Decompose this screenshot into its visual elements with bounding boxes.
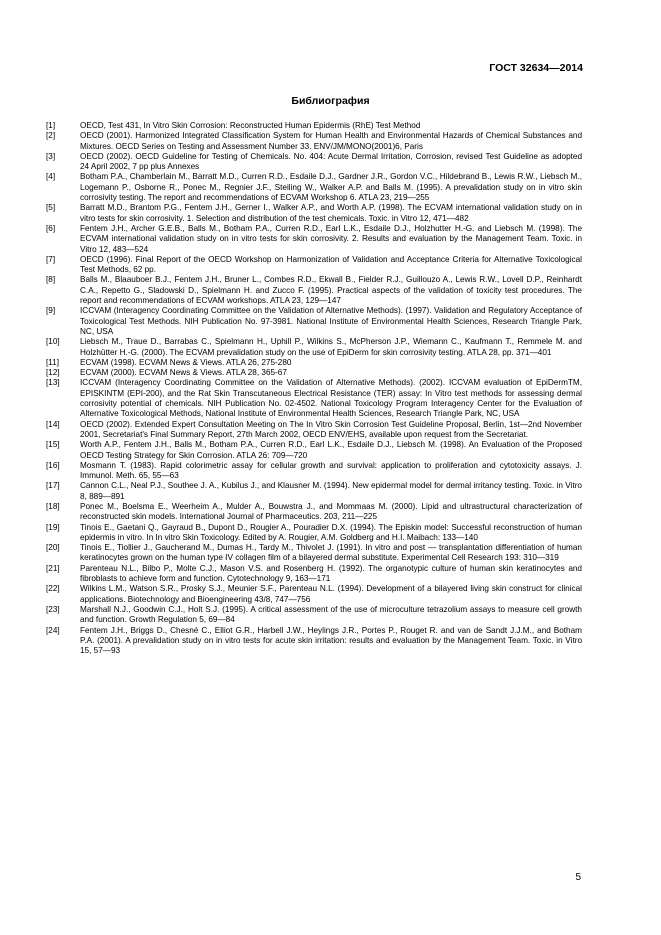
entry-number: [17] [46,481,60,491]
entry-number: [14] [46,419,60,429]
bibliography-entry [46,368,582,378]
entry-number: [20] [46,543,60,553]
bibliography-entry [46,605,582,626]
entry-text: Cannon C.L., Neal P.J., Southee J. A., Kubilus J., and Klausner M. (1994). New epidermal model for dermal irritancy testing. Toxic. in Vitro 8, 889—891 [80,481,582,501]
entry-number: [7] [46,254,56,264]
bibliography-entry [46,584,582,605]
entry-number: [16] [46,460,60,470]
entry-text: ICCVAM (Interagency Coordinating Committee on the Validation of Alternative Methods). (1997). Validation and Regulatory Acceptance of Toxicological Test Methods. NIH Publication No. 97-3981. National Institute of Environmental Health Sciences, Research Triangle Park, NC, USA [80,306,582,336]
bibliography-entry [46,131,582,152]
entry-number: [2] [46,131,56,141]
bibliography-entry [46,203,582,224]
bibliography-entry [46,626,582,657]
entry-number: [13] [46,378,60,388]
entry-number: [10] [46,337,60,347]
entry-text: Tinois E., Tiollier J., Gaucherand M., Dumas H., Tardy M., Thivolet J. (1991). In vitro and post — transplantation differentiation of human keratinocytes grown on the human type IV collagen film of a bilayered dermal substitute. Experimental Cell Research 193: 310—319 [80,543,582,563]
bibliography-entry [46,337,582,358]
entry-number: [1] [46,121,56,130]
entry-text: Liebsch M., Traue D., Barrabas C., Spielmann H., Uphill P., Wilkins S., McPherson J.P., Wiemann C., Kaufmann T., Remmele M. and Holzhütter H.-G. (2000). The ECVAM prevalidation study on the use of EpiDerm for skin corrosivity testing. ATLA 28, pp. 371—401 [80,337,582,357]
entry-text: OECD (2001). Harmonized Integrated Classification System for Human Health and Environmental Hazards of Chemical Substances and Mixtures. OECD Series on Testing and Assessment Number 33. ENV/JM/MONO(2001)6, Paris [80,131,582,151]
entry-number: [19] [46,522,60,532]
entry-text: Fentem J.H., Archer G.E.B., Balls M., Botham P.A., Curren R.D., Earl L.K., Esdaile D.J., Holzhutter H.-G. and Liebsch M. (1998). The ECVAM international validation study on in vitro tests for skin corrosivity. 2. Results and evaluation by the Management Team. Toxic. in Vitro 12, 483—524 [80,223,582,254]
entry-text: Tinois E., Gaetani Q., Gayraud B., Dupont D., Rougier A., Pouradier D.X. (1994). The Episkin model: Successful reconstruction of human epidermis in vitro. In In vitro Skin Toxicology. Edited by A. Rougier, A.M. Goldberg and H.I. Maibach: 133—140 [80,522,582,542]
bibliography-entry [46,255,582,276]
bibliography-entry [46,378,582,419]
bibliography-entry [46,358,582,368]
entry-text: Worth A.P., Fentem J.H., Balls M., Botham P.A., Curren R.D., Earl L.K., Esdaile D.J., Liebsch M. (1998). An Evaluation of the Proposed OECD Testing Strategy for Skin Corrosion. ATLA 26: 709—720 [80,440,582,460]
entry-text: Barratt M.D., Brantom P.G., Fentem J.H., Gerner I., Walker A.P., and Worth A.P. (1998). The ECVAM international validation study on in vitro tests for skin corrosivity. 1. Selection and distribution of the test chemicals. Toxic. in Vitro 12, 471—482 [80,203,582,223]
bibliography-entry [46,461,582,482]
entry-number: [11] [46,357,60,367]
bibliography-entry [46,543,582,564]
entry-number: [8] [46,275,56,285]
entry-text: Mosmann T. (1983). Rapid colorimetric assay for cellular growth and survival: application to proliferation and cytotoxicity assays. J. Immunol. Meth. 65, 55—63 [80,460,582,481]
bibliography-entry [46,152,582,173]
entry-number: [22] [46,584,60,594]
entry-number: [15] [46,440,60,450]
bibliography-entry [46,306,582,337]
bibliography-entry [46,121,582,131]
entry-text: Fentem J.H., Briggs D., Chesné C., Elliot G.R., Harbell J.W., Heylings J.R., Portes P., Rouget R. and van de Sandt J.J.M., and Botham P.A. (2001). A prevalidation study on in vitro tests for acute skin irritation: results and evaluation by the Management Team. Toxic. in Vitro 15, 57—93 [80,625,582,656]
page-title: Библиография [291,95,370,107]
entry-text: Ponec M., Boelsma E., Weerheim A., Mulder A., Bouwstra J., and Mommaas M. (2000). Lipid and ultrastructural characterization of reconstructed skin models. International Journal of Pharmaceutics. 203, 211—225 [80,501,582,522]
entry-number: [24] [46,625,60,635]
page-number: 5 [575,872,581,883]
bibliography-entry [46,275,582,306]
entry-number: [18] [46,501,60,511]
entry-text: OECD (2002). OECD Guideline for Testing of Chemicals. No. 404: Acute Dermal Irritation, Corrosion, revised Test Guideline as adopted 24 April 2002, 7 pp plus Annexes [80,151,582,172]
bibliography-entry [46,481,582,502]
entry-text: ECVAM (1998). ECVAM News & Views. ATLA 26, 275-280 [80,357,292,367]
entry-text: Botham P.A., Chamberlain M., Barratt M.D., Curren R.D., Esdaile D.J., Gardner J.R., Gordon V.C., Hildebrand B., Lewis R.W., Liebsch M., Logemann P., Osborne R., Ponec M., Regnier J.F., Steiling W., Walker A.P. and Balls M. (1995). A prevalidation study on in vitro skin corrosivity testing. The report and recommendations of ECVAM Workshop 6. ATLA 23, 219—255 [80,172,582,203]
entry-text: OECD (2002). Extended Expert Consultation Meeting on The In Vitro Skin Corrosion Test Guideline Proposal, Berlin, 1st—2nd November 2001, Secretariat's Final Summary Report, 27th March 2002, OECD ENV/EHS, available upon request from the Secretariat. [80,419,582,439]
bibliography-entry [46,420,582,441]
entry-number: [4] [46,172,56,182]
entry-text: Parenteau N.L., Bilbo P., Molte C.J., Mason V.S. and Rosenberg H. (1992). The organotypic culture of human skin keratinocytes and fibroblasts to achieve form and function. Cytotechnology 9, 163—171 [80,563,582,584]
entry-text: Balls M., Blaauboer B.J., Fentem J.H., Bruner L., Combes R.D., Ekwall B., Fielder R.J., Guillouzo A., Lewis R.W., Lovell D.P., Reinhardt C.A., Repetto G., Sladowski D., Spielmann H. and Zucco F. (1995). Practical aspects of the validation of toxicity test procedures. The report and recommendations of ECVAM workshops. ATLA 23, 129—147 [80,275,582,306]
bibliography-entry [46,224,582,255]
entry-number: [12] [46,368,60,378]
bibliography-entry [46,172,582,203]
entry-number: [6] [46,223,56,233]
entry-number: [23] [46,604,60,614]
bibliography-entry [46,502,582,523]
bibliography-entry [46,523,582,544]
bibliography-list [46,121,582,656]
entry-number: [9] [46,306,56,316]
entry-text: OECD, Test 431, In Vitro Skin Corrosion: Reconstructed Human Epidermis (RhE) Test Method [80,121,421,130]
entry-text: ECVAM (2000). ECVAM News & Views. ATLA 28, 365-67 [80,368,287,378]
entry-number: [3] [46,151,56,161]
entry-text: Marshall N.J., Goodwin C.J., Holt S.J. (1995). A critical assessment of the use of microculture tetrazolium assays to measure cell growth and function. Growth Regulation 5, 69—84 [80,604,582,625]
entry-text: OECD (1996). Final Report of the OECD Workshop on Harmonization of Validation and Acceptance Criteria for Alternative Toxicological Test Methods, 62 pp. [80,254,582,275]
entry-text: Wilkins L.M., Watson S.R., Prosky S.J., Meunier S.F., Parenteau N.L. (1994). Development of a bilayered living skin construct for clinical applications. Biotechnology and Bioengineering 43/8, 747—756 [80,584,582,604]
standard-header: ГОСТ 32634—2014 [489,62,583,74]
bibliography-entry [46,564,582,585]
entry-number: [5] [46,203,56,213]
entry-number: [21] [46,563,60,573]
entry-text: ICCVAM (Interagency Coordinating Committee on the Validation of Alternative Methods). (2002). ICCVAM evaluation of EpiDermTM, EPISKINTM (EPI-200), and the Rat Skin Transcutaneous Electrical Resistance (TER) assay: In Vitro test methods for assessing dermal corrosivity potential of chemicals. NIH Publication No. 02-4502. National Toxicology Program Interagency Center for the Evaluation of Alternative Toxicological Methods, National Institute of Environmental Health Sciences, Research Triangle Park, NC, USA [80,378,582,419]
bibliography-entry [46,440,582,461]
